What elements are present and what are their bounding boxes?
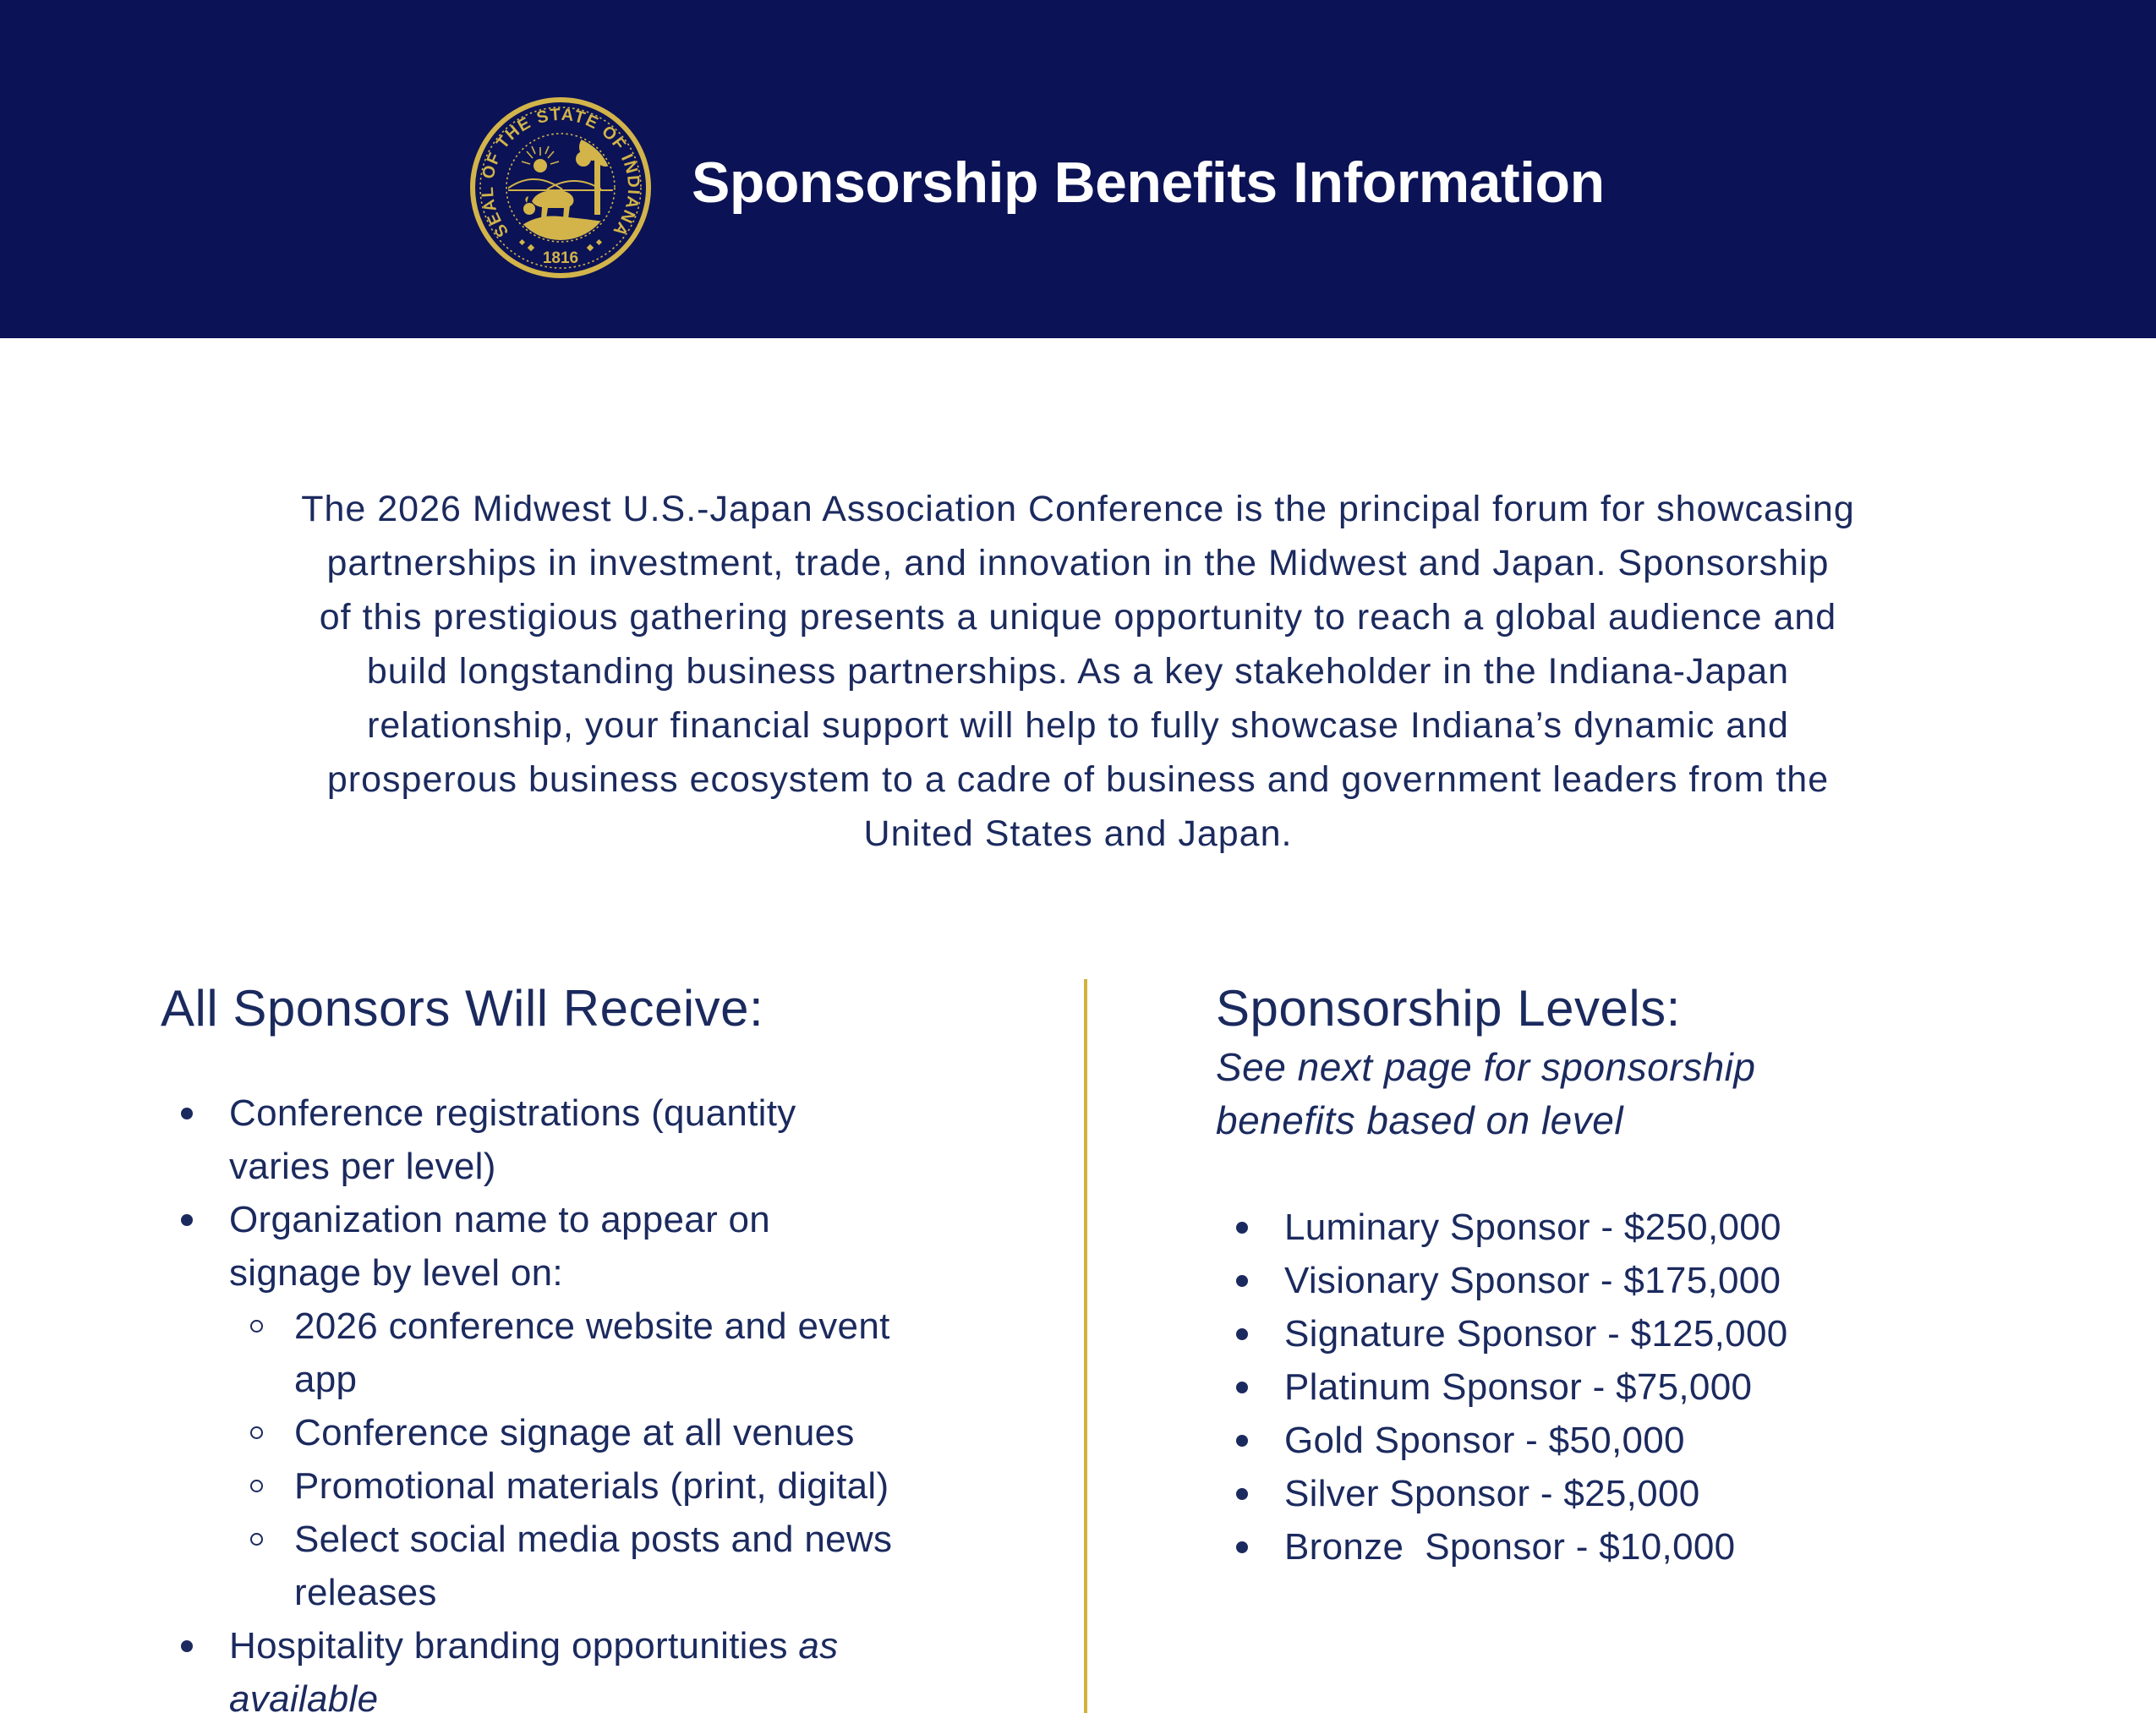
- list-item-text: Platinum Sponsor - $75,000: [1284, 1366, 1753, 1408]
- bullet-circle-icon: [250, 1533, 263, 1546]
- levels-heading: Sponsorship Levels:: [1216, 980, 1681, 1037]
- list-item-line: [1216, 1254, 2061, 1307]
- list-item-text: Conference signage at all venues: [294, 1412, 855, 1453]
- bullet-dot-icon: [1236, 1488, 1248, 1500]
- text-line: partnerships in investment, trade, and innovation in the Midwest and Japan. Sponsorship: [326, 543, 1830, 583]
- list-item-line: [161, 1459, 1074, 1513]
- seal-ring-text: SEAL OF THE STATE OF INDIANA: [478, 105, 643, 241]
- list-item-text: Promotional materials (print, digital): [294, 1465, 889, 1507]
- list-item-line: [161, 1193, 1074, 1246]
- levels-subtitle: [1216, 1041, 1755, 1147]
- list-item-text: releases: [294, 1572, 437, 1613]
- bullet-dot-icon: [181, 1108, 193, 1119]
- levels-list: [1216, 1201, 2061, 1574]
- bullet-circle-icon: [250, 1320, 263, 1333]
- column-divider: [1084, 979, 1087, 1713]
- text-line: build longstanding business partnerships. As a key stakeholder in the Indiana-Japan: [366, 651, 1790, 692]
- text-line: prosperous business ecosystem to a cadre of business and government leaders from the: [326, 759, 1830, 800]
- list-item-line: [161, 1513, 1074, 1566]
- bullet-dot-icon: [1236, 1435, 1248, 1447]
- list-item-line: [1216, 1520, 2061, 1574]
- list-item-line: [1216, 1360, 2061, 1414]
- list-item-text: varies per level): [229, 1146, 496, 1187]
- list-item-text: Luminary Sponsor - $250,000: [1284, 1207, 1781, 1248]
- list-item-text: Bronze Sponsor - $10,000: [1284, 1526, 1736, 1568]
- benefits-heading: All Sponsors Will Receive:: [161, 980, 764, 1037]
- list-item-line: [161, 1246, 1074, 1300]
- list-item-line: [161, 1140, 1074, 1193]
- list-item-text: signage by level on:: [229, 1252, 563, 1294]
- benefits-list: [161, 1086, 1074, 1726]
- list-item-line: [1216, 1467, 2061, 1520]
- bullet-circle-icon: [250, 1426, 263, 1439]
- bullet-dot-icon: [1236, 1541, 1248, 1553]
- list-item-line: [161, 1566, 1074, 1619]
- list-item-text: app: [294, 1359, 358, 1400]
- bullet-dot-icon: [1236, 1275, 1248, 1287]
- bullet-dot-icon: [181, 1214, 193, 1226]
- text-line: See next page for sponsorship: [1216, 1045, 1756, 1089]
- bullet-dot-icon: [1236, 1328, 1248, 1340]
- list-item-line: [1216, 1307, 2061, 1360]
- list-item-text: Visionary Sponsor - $175,000: [1284, 1260, 1781, 1301]
- page-title: Sponsorship Benefits Information: [692, 151, 1605, 215]
- bullet-circle-icon: [250, 1480, 263, 1492]
- seal-ground-icon: [506, 216, 615, 242]
- list-item-text: Conference registrations (quantity: [229, 1092, 796, 1134]
- text-line: The 2026 Midwest U.S.-Japan Association Conference is the principal forum for showcasing: [301, 489, 1855, 529]
- list-item-text: Silver Sponsor - $25,000: [1284, 1473, 1700, 1514]
- list-item-text: Gold Sponsor - $50,000: [1284, 1420, 1685, 1461]
- text-line: relationship, your financial support will help to fully showcase Indiana’s dynamic and: [367, 705, 1789, 746]
- list-item-text: 2026 conference website and event: [294, 1305, 890, 1347]
- list-item-line: [161, 1353, 1074, 1406]
- list-item-text: Select social media posts and news: [294, 1519, 893, 1560]
- list-item-line: [1216, 1414, 2061, 1467]
- list-item-line: [161, 1619, 1074, 1672]
- seal-diamond-left-icon: [519, 239, 534, 251]
- bullet-dot-icon: [1236, 1222, 1248, 1234]
- list-item-text: available: [229, 1678, 379, 1720]
- seal-sun-icon: [522, 146, 559, 172]
- indiana-state-seal-icon: [468, 95, 654, 281]
- seal-svg: [468, 95, 654, 281]
- seal-bison-icon: [523, 190, 573, 219]
- list-item-text: Organization name to appear on: [229, 1199, 771, 1240]
- seal-diamond-right-icon: [587, 239, 602, 251]
- text-line: benefits based on level: [1216, 1098, 1624, 1142]
- seal-year-text: 1816: [542, 249, 579, 267]
- list-item-line: [161, 1300, 1074, 1353]
- list-item-line: [161, 1086, 1074, 1140]
- text-line: United States and Japan.: [863, 813, 1293, 854]
- bullet-dot-icon: [181, 1640, 193, 1652]
- list-item-line: [161, 1672, 1074, 1726]
- list-item-text: Hospitality branding opportunities as: [229, 1625, 839, 1667]
- text-line: of this prestigious gathering presents a unique opportunity to reach a global audience and: [319, 597, 1837, 638]
- list-item-line: [1216, 1201, 2061, 1254]
- list-item-line: [161, 1406, 1074, 1459]
- bullet-dot-icon: [1236, 1382, 1248, 1393]
- intro-paragraph: [0, 482, 2156, 861]
- list-item-text: Signature Sponsor - $125,000: [1284, 1313, 1788, 1355]
- header-banner: [0, 0, 2156, 338]
